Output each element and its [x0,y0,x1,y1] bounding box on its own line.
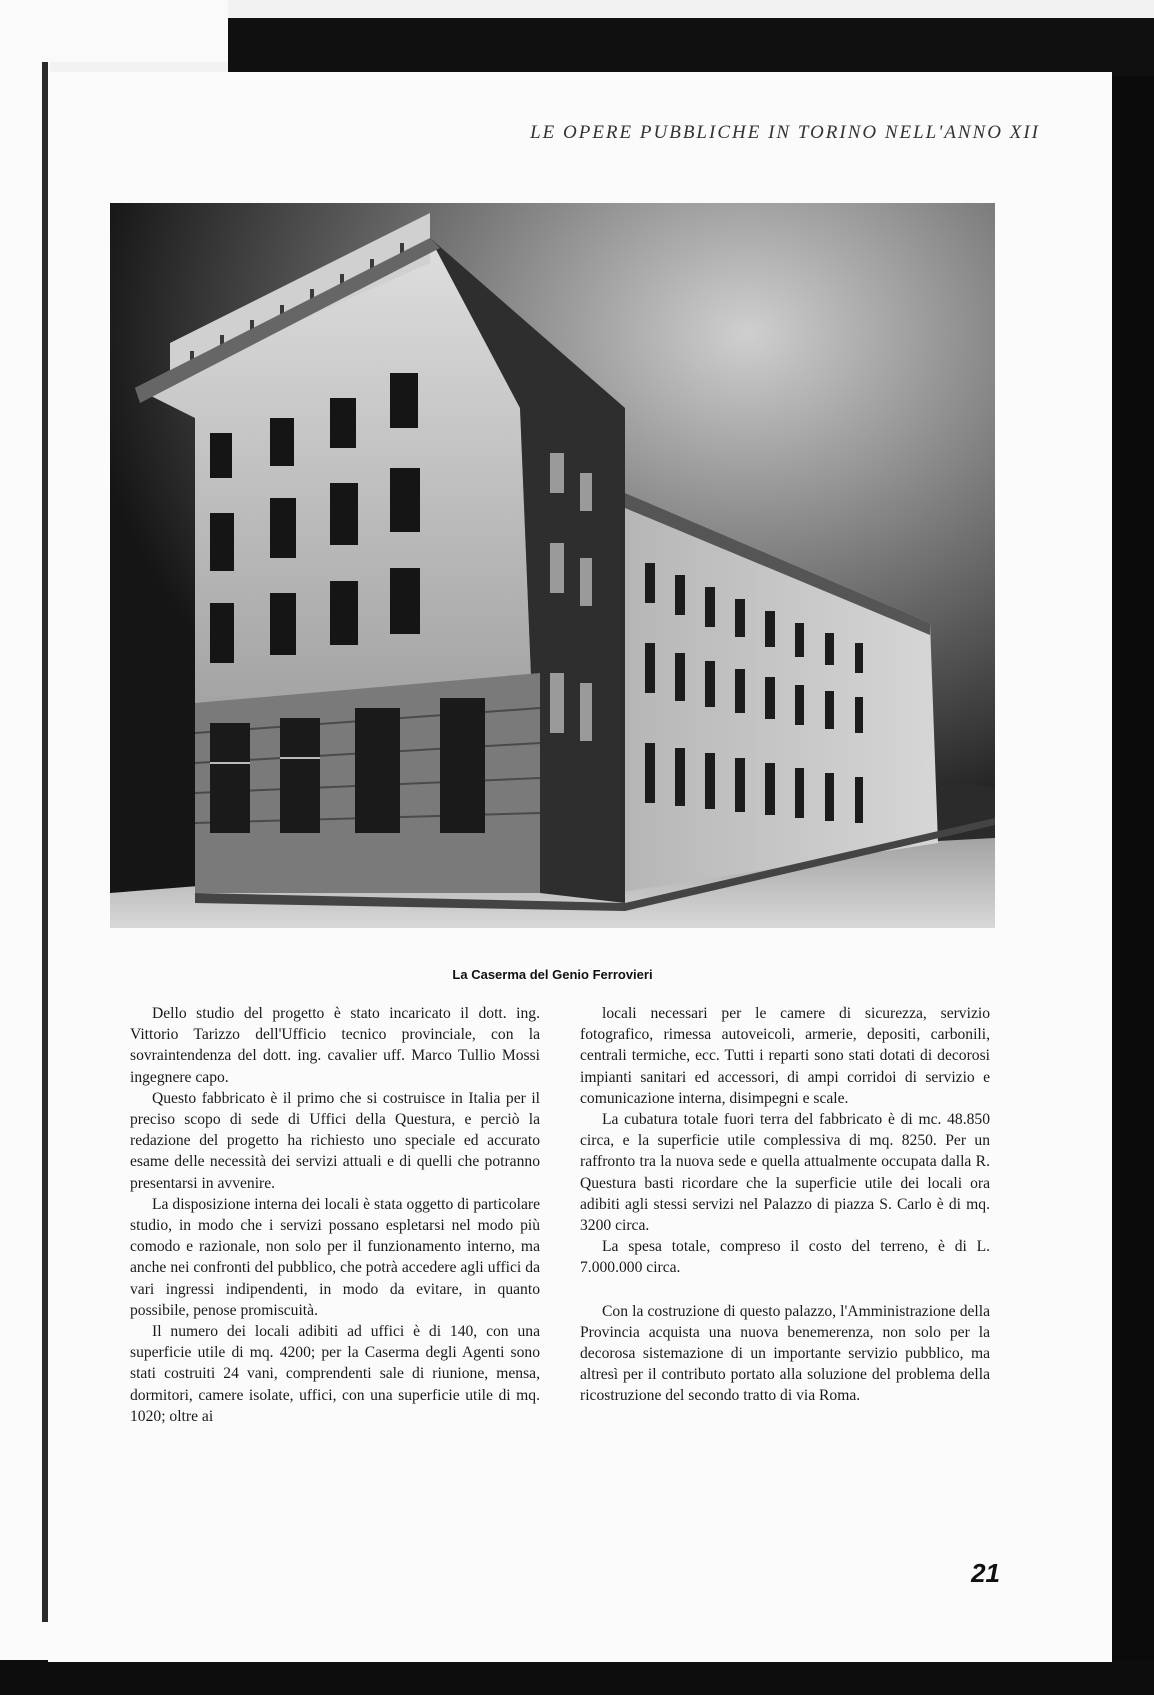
scan-binding-shadow [42,62,48,1622]
scan-border-right [1112,76,1154,1695]
scan-border-bottom [0,1660,1154,1695]
scan-border-top [228,18,1154,76]
text-column-right [580,1003,990,1407]
paragraph-spacer [580,1279,990,1301]
paragraph: La spesa totale, compreso il costo del terreno, è di L. 7.000.000 circa. [580,1238,990,1277]
paragraph: La cubatura totale fuori terra del fabbricato è di mc. 48.850 circa, e la superficie utile complessiva di mq. 8250. Per un raffronto tra la nuova sede e quella attualmente occupata dalla R. Questura basti ricordare che la superficie utile dei locali ora adibiti agli stessi servizi nel Palazzo di piazza S. Carlo è di mq. 3200 circa. [580,1111,990,1235]
paragraph: Dello studio del progetto è stato incaricato il dott. ing. Vittorio Tarizzo dell'Ufficio tecnico provinciale, con la sovraintendenza del dott. ing. cavalier uff. Marco Tullio Mossi ingegnere capo. [130,1005,540,1086]
running-header: LE OPERE PUBBLICHE IN TORINO NELL'ANNO XII [530,122,1040,143]
paragraph: Il numero dei locali adibiti ad uffici è di 140, con una superficie utile di mq. 4200; per la Caserma degli Agenti sono stati costruiti 24 vani, comprendenti sale di riunione, mensa, dormitori, camere isolate, uffici, con una superficie utile di mq. 1020; oltre ai [130,1323,540,1425]
paragraph: Questo fabbricato è il primo che si costruisce in Italia per il preciso scopo di sede di Uffici della Questura, e perciò la redazione del progetto ha richiesto uno speciale ed accurato esame delle necessità dei servizi attuali e di quelli che potranno presentarsi in avvenire. [130,1089,540,1192]
scan-margin-top-left [0,0,228,62]
paragraph: Con la costruzione di questo palazzo, l'Amministrazione della Provincia acquista una nuova benemerenza, non solo per la decorosa sistemazione di un importante servizio pubblico, ma altresì per il contributo portato alla soluzione del problema della ricostruzione del secondo tratto di via Roma. [580,1302,990,1405]
building-photograph [110,203,995,928]
page-number: 21 [971,1558,1000,1588]
text-column-left [130,1003,540,1427]
paragraph: La disposizione interna dei locali è stata oggetto di particolare studio, in modo che i servizi possano espletarsi nel modo più comodo e razionale, non solo per il funzionamento interno, ma anche nei confronti del pubblico, che potrà accedere agli uffici da vari ingressi indipendenti, in modo da evitare, in quanto possibile, penose promiscuità. [130,1195,540,1319]
photo-caption: La Caserma del Genio Ferrovieri [452,967,653,982]
paragraph: locali necessari per le camere di sicurezza, servizio fotografico, rimessa autoveicoli, armerie, depositi, carbonili, centrali termiche, ecc. Tutti i reparti sono stati dotati di decorosi impianti sanitari ed accessori, di ampi corridoi di servizio e comunicazione interna, disimpegni e scale. [580,1005,990,1107]
